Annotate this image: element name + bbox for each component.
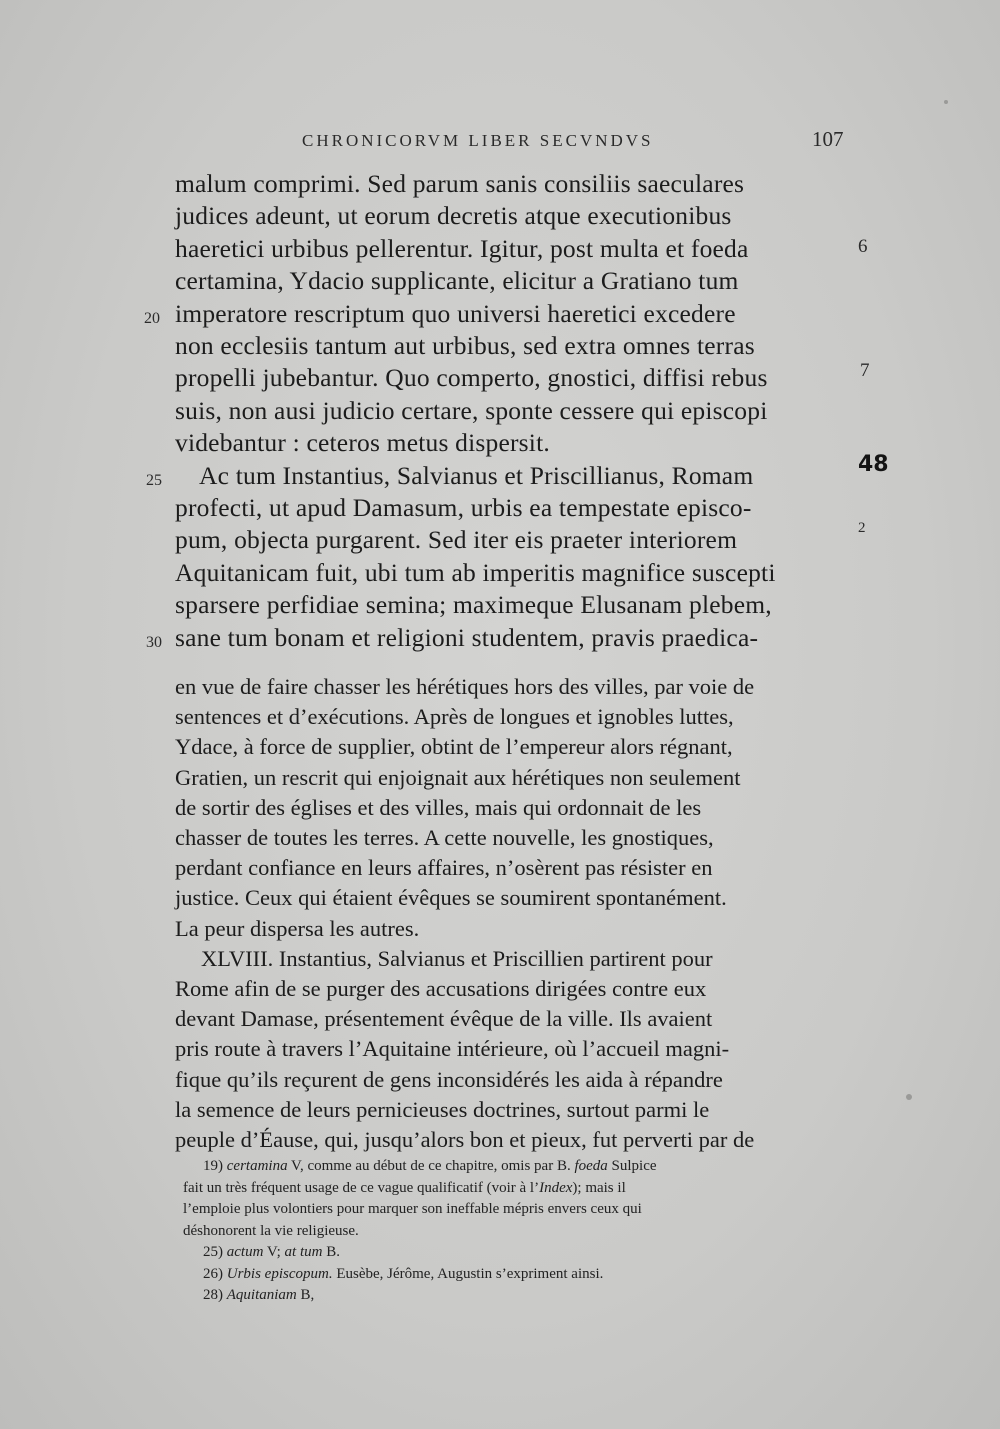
- latin-line: sparsere perfidiae semina; maximeque Elusanam plebem,: [175, 590, 772, 620]
- footnote-28: [183, 1285, 863, 1307]
- line-number-25: 25: [146, 472, 162, 489]
- latin-line: suis, non ausi judicio certare, sponte cessere qui episcopi: [175, 395, 768, 425]
- footnote-number: 28): [203, 1287, 223, 1303]
- latin-line: videbantur : ceteros metus dispersit.: [175, 428, 550, 458]
- footnote-text: Eusèbe, Jérôme, Augustin s’expriment ainsi.: [332, 1265, 604, 1282]
- footnote-number: 26): [203, 1265, 223, 1282]
- latin-line: Ac tum Instantius, Salvianus et Priscillianus, Romam: [199, 460, 754, 490]
- footnote-number: 25): [203, 1244, 223, 1260]
- footnote-26: [183, 1264, 863, 1286]
- latin-line: propelli jubebantur. Quo comperto, gnostici, diffisi rebus: [175, 363, 768, 393]
- footnote-19-continued: déshonorent la vie religieuse.: [183, 1222, 359, 1239]
- french-line: Rome afin de se purger des accusations dirigées contre eux: [175, 976, 707, 1002]
- french-line: Ydace, à force de supplier, obtint de l’empereur alors régnant,: [175, 734, 733, 760]
- footnote-index-ref: Index: [539, 1179, 573, 1196]
- footnote-lemma: Urbis episcopum.: [226, 1265, 333, 1282]
- footnote-lemma: foeda: [574, 1158, 608, 1174]
- footnote-lemma: actum: [226, 1244, 264, 1260]
- footnote-text: V, comme au début de ce chapitre, omis par B.: [287, 1158, 575, 1174]
- french-line: pris route à travers l’Aquitaine intérieure, où l’accueil magni-: [175, 1036, 730, 1062]
- latin-line: haeretici urbibus pellerentur. Igitur, post multa et foeda: [175, 233, 749, 263]
- footnote-text: B.: [322, 1244, 340, 1260]
- french-line: devant Damase, présentement évêque de la ville. Ils avaient: [175, 1006, 713, 1032]
- footnote-text: fait un très fréquent usage de ce vague qualificatif (voir à l’: [183, 1179, 540, 1196]
- french-line: perdant confiance en leurs affaires, n’osèrent pas résister en: [175, 855, 713, 881]
- french-line: La peur dispersa les autres.: [175, 915, 420, 941]
- chapter-number-48: 48: [858, 452, 889, 477]
- side-number-7: 7: [860, 360, 870, 381]
- french-line: sentences et d’exécutions. Après de longues et ignobles luttes,: [175, 704, 734, 730]
- footnote-25: [183, 1242, 863, 1264]
- latin-text-block: [175, 168, 865, 654]
- french-line: justice. Ceux qui étaient évêques se soumirent spontanément.: [175, 885, 727, 911]
- footnote-lemma: Aquitaniam: [226, 1287, 297, 1303]
- french-line: fique qu’ils reçurent de gens inconsidérés les aida à répandre: [175, 1066, 723, 1092]
- line-number-20: 20: [144, 310, 160, 327]
- latin-line: judices adeunt, ut eorum decretis atque executionibus: [175, 201, 732, 231]
- french-line: peuple d’Éause, qui, jusqu’alors bon et pieux, fut perverti par de: [175, 1127, 755, 1153]
- latin-line: non ecclesiis tantum aut urbibus, sed extra omnes terras: [175, 331, 755, 361]
- french-line: Gratien, un rescrit qui enjoignait aux hérétiques non seulement: [175, 764, 741, 790]
- french-line: de sortir des églises et des villes, mais qui ordonnait de les: [175, 794, 702, 820]
- footnote-19-continued: l’emploie plus volontiers pour marquer son ineffable mépris envers ceux qui: [183, 1201, 642, 1217]
- latin-line: imperatore rescriptum quo universi haeretici excedere: [175, 298, 736, 328]
- french-line: chasser de toutes les terres. A cette nouvelle, les gnostiques,: [175, 825, 714, 851]
- page-number: 107: [812, 127, 844, 151]
- latin-line: profecti, ut apud Damasum, urbis ea tempestate episco-: [175, 493, 752, 523]
- latin-line: Aquitanicam fuit, ubi tum ab imperitis magnifice suscepti: [175, 557, 776, 587]
- side-number-2: 2: [858, 520, 866, 536]
- footnote-text: B,: [296, 1287, 315, 1303]
- french-line: la semence de leurs pernicieuses doctrines, surtout parmi le: [175, 1096, 710, 1122]
- french-line: XLVIII. Instantius, Salvianus et Priscillien partirent pour: [201, 945, 713, 971]
- footnote-19-continued: [183, 1178, 863, 1200]
- footnote-text: Sulpice: [607, 1158, 657, 1174]
- footnote-text: ); mais il: [572, 1179, 626, 1196]
- footnote-text: V;: [263, 1244, 285, 1260]
- french-line: en vue de faire chasser les hérétiques hors des villes, par voie de: [175, 674, 755, 699]
- running-title: CHRONICORVM LIBER SECVNDVS: [302, 131, 654, 150]
- footnote-19: [183, 1156, 863, 1178]
- latin-line: certamina, Ydacio supplicante, elicitur a Gratiano tum: [175, 266, 739, 296]
- paper-speck: [944, 100, 948, 104]
- footnote-lemma: certamina: [226, 1158, 288, 1174]
- footnote-number: 19): [203, 1158, 223, 1174]
- latin-line: malum comprimi. Sed parum sanis consiliis saeculares: [175, 169, 745, 198]
- footnotes-block: [183, 1156, 863, 1307]
- line-number-30: 30: [146, 634, 162, 651]
- paper-speck: [906, 1094, 912, 1100]
- french-translation-block: [175, 672, 865, 1155]
- latin-line: sane tum bonam et religioni studentem, pravis praedica-: [175, 622, 759, 652]
- side-number-6: 6: [858, 236, 868, 257]
- footnote-lemma: at tum: [284, 1244, 323, 1260]
- latin-line: pum, objecta purgarent. Sed iter eis praeter interiorem: [175, 525, 738, 555]
